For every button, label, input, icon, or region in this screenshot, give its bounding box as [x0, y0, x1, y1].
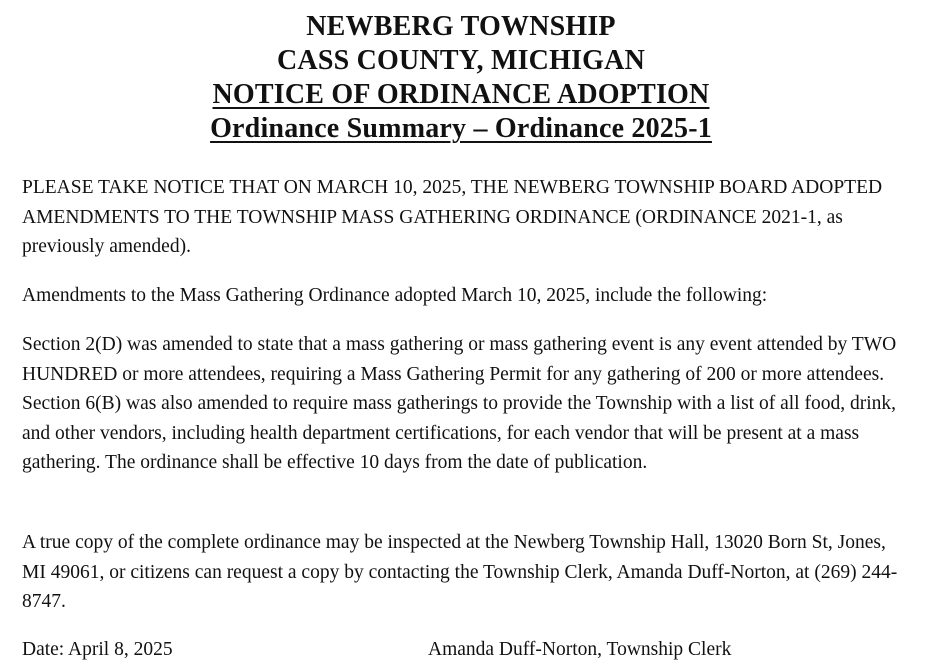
notice-header	[0, 10, 922, 146]
notice-paragraph-4: A true copy of the complete ordinance may be inspected at the Newberg Township Hall, 13020 Born St, Jones, MI 49061, or citizens can request a copy by contacting the Township Clerk, Amanda Duff-Norton, at (269) 244-8747.	[22, 532, 898, 613]
notice-date: Date: April 8, 2025	[22, 639, 173, 660]
notice-paragraph-3: Section 2(D) was amended to state that a mass gathering or mass gathering event is any event attended by TWO HUNDRED or more attendees, requiring a Mass Gathering Permit for any gathering of 200 or more attendees. Section 6(B) was also amended to require mass gatherings to provide the Township with a list of all food, drink, and other vendors, including health department certifications, for each vendor that will be present at a mass gathering. The ordinance shall be effective 10 days from the date of publication.	[22, 334, 897, 474]
notice-paragraph-1: PLEASE TAKE NOTICE THAT ON MARCH 10, 2025, THE NEWBERG TOWNSHIP BOARD ADOPTED AMENDMENTS TO THE TOWNSHIP MASS GATHERING ORDINANCE (ORDINANCE 2021-1, as previously amended).	[22, 177, 883, 258]
county-name: CASS COUNTY, MICHIGAN	[277, 45, 645, 76]
notice-paragraph-2: Amendments to the Mass Gathering Ordinance adopted March 10, 2025, include the following:	[22, 285, 768, 306]
clerk-signature: Amanda Duff-Norton, Township Clerk	[428, 639, 732, 660]
ordinance-summary-title: Ordinance Summary – Ordinance 2025-1	[210, 113, 712, 144]
notice-title: NOTICE OF ORDINANCE ADOPTION	[212, 79, 710, 110]
township-name: NEWBERG TOWNSHIP	[306, 11, 616, 42]
